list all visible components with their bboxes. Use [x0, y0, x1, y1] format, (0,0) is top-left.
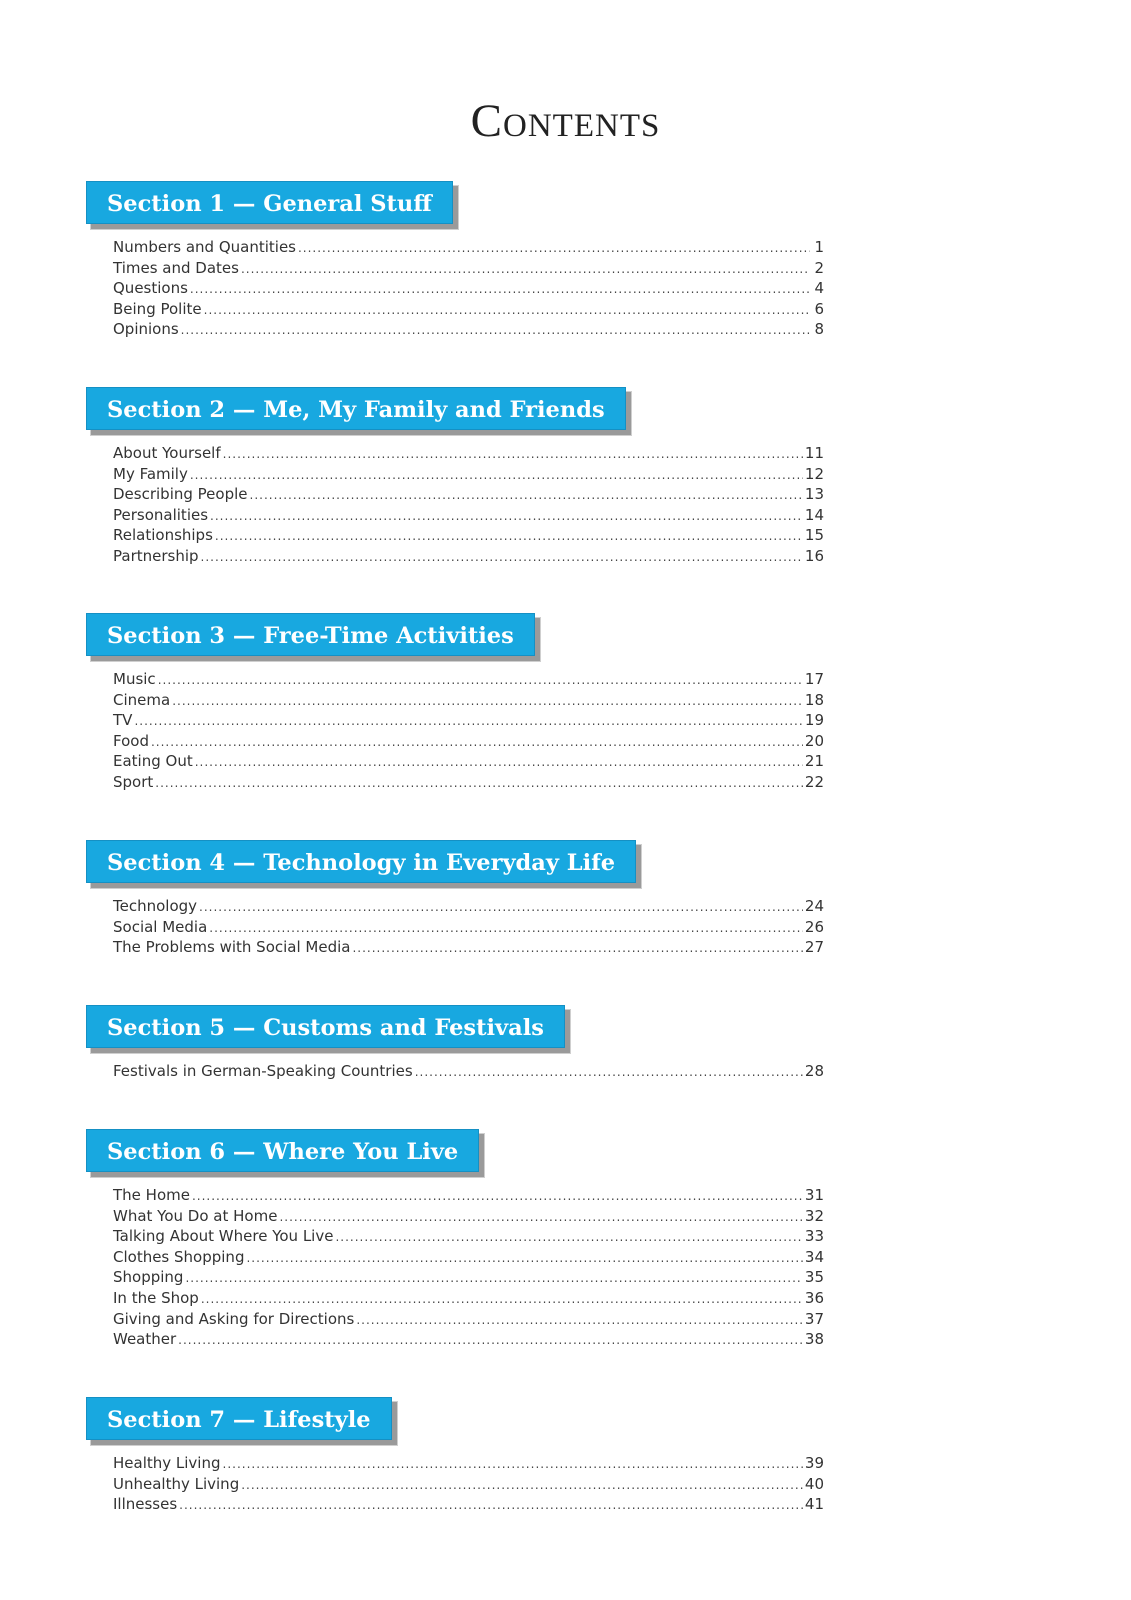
toc-entry[interactable]	[113, 691, 824, 712]
toc-entry[interactable]	[113, 485, 824, 506]
dot-leader	[134, 714, 802, 728]
toc-entry[interactable]	[113, 1310, 824, 1331]
dot-leader	[158, 673, 803, 687]
dot-leader	[195, 755, 803, 769]
section-2	[86, 387, 826, 568]
entry-label: About Yourself	[113, 444, 221, 462]
entry-page: 31	[804, 1186, 824, 1204]
dot-leader	[209, 921, 803, 935]
entry-label: Relationships	[113, 526, 213, 545]
toc-entry[interactable]	[113, 897, 824, 918]
dot-leader	[241, 1478, 803, 1492]
entry-page: 19	[804, 711, 824, 730]
entry-label: The Home	[113, 1186, 190, 1204]
entry-page: 13	[804, 485, 824, 504]
dot-leader	[356, 1313, 803, 1327]
toc-entry[interactable]	[113, 1268, 824, 1289]
toc-entry[interactable]	[113, 320, 824, 341]
entry-label: Partnership	[113, 546, 199, 565]
entry-page: 38	[804, 1330, 824, 1349]
section-entries	[113, 1454, 824, 1516]
entry-page: 11	[804, 444, 824, 462]
dot-leader	[250, 488, 803, 502]
dot-leader	[201, 1292, 803, 1306]
section-5	[86, 1005, 826, 1083]
section-entries	[113, 444, 824, 568]
dot-leader	[223, 1457, 803, 1471]
entry-page: 2	[814, 258, 824, 277]
entry-page: 18	[804, 690, 824, 709]
entry-page: 15	[804, 526, 824, 545]
dot-leader	[246, 1251, 802, 1265]
entry-label: The Problems with Social Media	[113, 938, 351, 957]
entry-page: 4	[814, 279, 824, 298]
section-4	[86, 840, 826, 959]
entry-label: Questions	[113, 279, 188, 298]
entry-page: 35	[804, 1268, 824, 1287]
entry-page: 37	[804, 1309, 824, 1328]
toc-entry[interactable]	[113, 465, 824, 486]
dot-leader	[279, 1210, 802, 1224]
entry-label: Eating Out	[113, 752, 193, 771]
entry-page: 28	[804, 1062, 824, 1080]
dot-leader	[204, 303, 810, 317]
section-heading: Section 3 — Free-Time Activities	[86, 613, 535, 656]
entry-page: 34	[804, 1247, 824, 1266]
entry-label: Weather	[113, 1330, 177, 1349]
entry-page: 17	[804, 670, 824, 688]
toc-entry[interactable]	[113, 444, 824, 465]
dot-leader	[190, 468, 803, 482]
entry-label: Opinions	[113, 320, 179, 339]
dot-leader	[241, 262, 810, 276]
toc-entry[interactable]	[113, 506, 824, 527]
entry-label: Times and Dates	[113, 258, 239, 277]
entry-label: TV	[113, 711, 133, 730]
dot-leader	[335, 1230, 802, 1244]
toc-entry[interactable]	[113, 732, 824, 753]
entry-label: Talking About Where You Live	[113, 1227, 334, 1246]
section-entries	[113, 897, 824, 959]
entry-label: Technology	[113, 897, 198, 915]
entry-page: 36	[804, 1288, 824, 1307]
section-heading: Section 6 — Where You Live	[86, 1129, 479, 1172]
dot-leader	[179, 1498, 803, 1512]
toc-entry[interactable]	[113, 1454, 824, 1475]
entry-label: My Family	[113, 464, 188, 483]
section-heading: Section 1 — General Stuff	[86, 181, 453, 224]
toc-entry[interactable]	[113, 1062, 824, 1083]
dot-leader	[192, 1189, 803, 1203]
entry-label: Healthy Living	[113, 1454, 221, 1472]
entry-page: 22	[804, 772, 824, 791]
toc-entry[interactable]	[113, 1475, 824, 1496]
section-entries	[113, 670, 824, 794]
dot-leader	[298, 241, 810, 255]
section-entries	[113, 1062, 824, 1083]
entry-page: 20	[804, 731, 824, 750]
entry-page: 16	[804, 546, 824, 565]
entry-label: Cinema	[113, 690, 171, 709]
toc-entry[interactable]	[113, 1330, 824, 1351]
section-heading: Section 2 — Me, My Family and Friends	[86, 387, 626, 430]
dot-leader	[215, 529, 803, 543]
toc-entry[interactable]	[113, 526, 824, 547]
section-3	[86, 613, 826, 794]
toc-entry[interactable]	[113, 918, 824, 939]
dot-leader	[151, 735, 803, 749]
dot-leader	[178, 1333, 803, 1347]
entry-label: Unhealthy Living	[113, 1474, 240, 1493]
dot-leader	[181, 323, 810, 337]
entry-page: 8	[814, 320, 824, 339]
entry-label: Personalities	[113, 505, 209, 524]
toc-entry[interactable]	[113, 1207, 824, 1228]
entry-label: Being Polite	[113, 299, 202, 318]
entry-page: 24	[804, 897, 824, 915]
dot-leader	[352, 941, 802, 955]
page-title: Contents	[470, 95, 661, 147]
entry-page: 33	[804, 1227, 824, 1246]
dot-leader	[199, 900, 803, 914]
dot-leader	[210, 509, 803, 523]
toc-entry[interactable]	[113, 752, 824, 773]
dot-leader	[223, 447, 803, 461]
entry-label: Shopping	[113, 1268, 184, 1287]
section-7	[86, 1397, 826, 1516]
entry-label: Festivals in German-Speaking Countries	[113, 1062, 413, 1080]
entry-page: 14	[804, 505, 824, 524]
toc-entry[interactable]	[113, 238, 824, 259]
section-entries	[113, 238, 824, 341]
dot-leader	[190, 282, 810, 296]
toc-entry[interactable]	[113, 1186, 824, 1207]
section-heading: Section 4 — Technology in Everyday Life	[86, 840, 636, 883]
toc-entry[interactable]	[113, 279, 824, 300]
entry-label: In the Shop	[113, 1288, 199, 1307]
dot-leader	[155, 776, 803, 790]
entry-label: Numbers and Quantities	[113, 238, 296, 256]
entry-page: 32	[804, 1206, 824, 1225]
toc-entry[interactable]	[113, 1248, 824, 1269]
entry-page: 1	[814, 238, 824, 256]
entry-page: 27	[804, 938, 824, 957]
entry-page: 39	[804, 1454, 824, 1472]
entry-page: 6	[814, 299, 824, 318]
section-heading: Section 7 — Lifestyle	[86, 1397, 392, 1440]
toc-entry[interactable]	[113, 1289, 824, 1310]
entry-label: Food	[113, 731, 149, 750]
toc-entry[interactable]	[113, 670, 824, 691]
entry-page: 12	[804, 464, 824, 483]
toc-entry[interactable]	[113, 547, 824, 568]
entry-label: Giving and Asking for Directions	[113, 1309, 355, 1328]
dot-leader	[201, 550, 803, 564]
section-1	[86, 181, 826, 341]
toc-entry[interactable]	[113, 1495, 824, 1516]
entry-page: 21	[804, 752, 824, 771]
entry-label: Clothes Shopping	[113, 1247, 245, 1266]
entry-page: 26	[804, 917, 824, 936]
toc-entry[interactable]	[113, 1227, 824, 1248]
toc-entry[interactable]	[113, 259, 824, 280]
entry-label: What You Do at Home	[113, 1206, 278, 1225]
entry-label: Describing People	[113, 485, 248, 504]
entry-label: Music	[113, 670, 156, 688]
dot-leader	[185, 1271, 802, 1285]
entry-label: Illnesses	[113, 1495, 178, 1514]
toc-entry[interactable]	[113, 300, 824, 321]
dot-leader	[415, 1065, 803, 1079]
entry-page: 40	[804, 1474, 824, 1493]
toc-entry[interactable]	[113, 711, 824, 732]
toc-entry[interactable]	[113, 773, 824, 794]
dot-leader	[172, 694, 803, 708]
toc-entry[interactable]	[113, 938, 824, 959]
section-heading: Section 5 — Customs and Festivals	[86, 1005, 565, 1048]
entry-label: Social Media	[113, 917, 208, 936]
section-6	[86, 1129, 826, 1351]
entry-page: 41	[804, 1495, 824, 1514]
section-entries	[113, 1186, 824, 1351]
entry-label: Sport	[113, 772, 154, 791]
